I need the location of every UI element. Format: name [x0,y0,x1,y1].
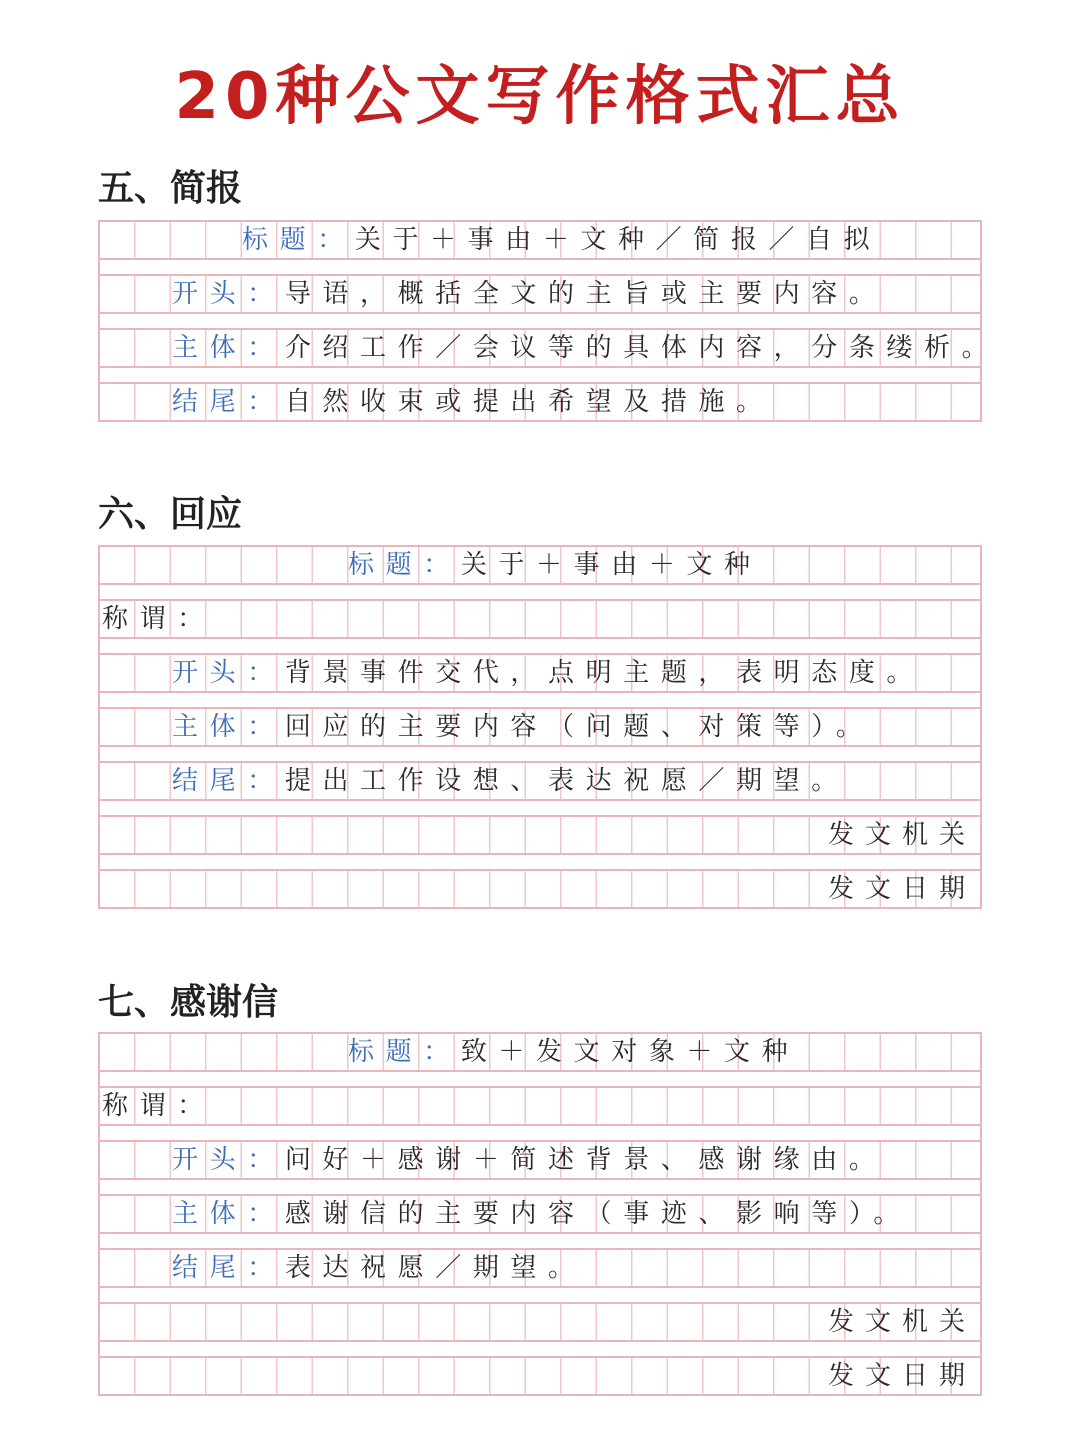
grid-row-text [172,384,774,420]
grid-row-title [100,220,980,260]
grid-row-ending [100,761,980,801]
row-label: 主体： [172,712,285,742]
grid-row-issuer [100,815,980,855]
grid-row-title [100,545,980,585]
grid-row-ending [100,1248,980,1288]
row-salutation: 称谓： [102,1091,215,1121]
row-label: 主体： [172,333,285,363]
grid-row-text [172,655,924,691]
grid-row-salutation [100,1086,980,1126]
row-content: 自然收束或提出希望及措施。 [284,387,774,417]
writing-grid [98,1032,982,1396]
row-label: 标题： [348,550,461,580]
row-content: 关于＋事由＋文种／简报／自拟 [354,225,882,255]
grid-row-text [242,222,881,258]
grid-row-date [100,1356,980,1396]
grid-row-text [172,709,873,745]
row-content: 提出工作设想、表达祝愿／期望。 [284,766,849,796]
row-content: 背景事件交代，点明主题，表明态度。 [284,658,925,688]
row-content: 表达祝愿／期望。 [284,1253,586,1283]
row-label: 结尾： [172,387,285,417]
row-label: 开头： [172,658,285,688]
row-label: 开头： [172,279,285,309]
grid-row-ending [100,382,980,422]
row-label: 标题： [242,225,355,255]
row-content: 致＋发文对象＋文种 [460,1037,800,1067]
grid-row-text [348,1034,799,1070]
page-title: 20种公文写作格式汇总 [174,60,906,134]
row-label: 主体： [172,1199,285,1229]
writing-grid [98,545,982,909]
row-label: 结尾： [172,1253,285,1283]
issuing-authority: 发文机关 [827,1307,976,1337]
grid-row-body [100,1194,980,1234]
section-heading: 六、回应 [98,494,243,535]
issue-date: 发文日期 [827,1361,976,1391]
issue-date: 发文日期 [827,874,976,904]
grid-row-body [100,328,1000,368]
grid-row-text [348,547,762,583]
grid-row-salutation [100,599,980,639]
row-content: 关于＋事由＋文种 [460,550,762,580]
grid-row-title [100,1032,980,1072]
row-salutation: 称谓： [102,604,215,634]
row-label: 标题： [348,1037,461,1067]
grid-row-opening [100,653,980,693]
grid-row-text [172,1250,586,1286]
grid-row-opening [100,1140,980,1180]
row-content: 感谢信的主要内容（事迹、影响等）。 [284,1199,912,1229]
grid-row-text [172,330,999,366]
row-label: 开头： [172,1145,285,1175]
grid-row-text [172,276,886,312]
row-content: 问好＋感谢＋简述背景、感谢缘由。 [284,1145,887,1175]
writing-grid [98,220,1000,422]
grid-row-issuer [100,1302,980,1342]
grid-row-opening [100,274,980,314]
section-heading: 五、简报 [98,168,243,209]
grid-row-text [172,1142,886,1178]
row-label: 结尾： [172,766,285,796]
row-content: 回应的主要内容（问题、对策等）。 [284,712,874,742]
grid-row-body [100,707,980,747]
section-heading: 七、感谢信 [98,982,279,1023]
grid-row-text [172,1196,911,1232]
row-content: 导语，概括全文的主旨或主要内容。 [284,279,887,309]
grid-row-date [100,869,980,909]
row-content: 介绍工作／会议等的具体内容，分条缕析。 [284,333,1000,363]
issuing-authority: 发文机关 [827,820,976,850]
grid-row-text [172,763,849,799]
